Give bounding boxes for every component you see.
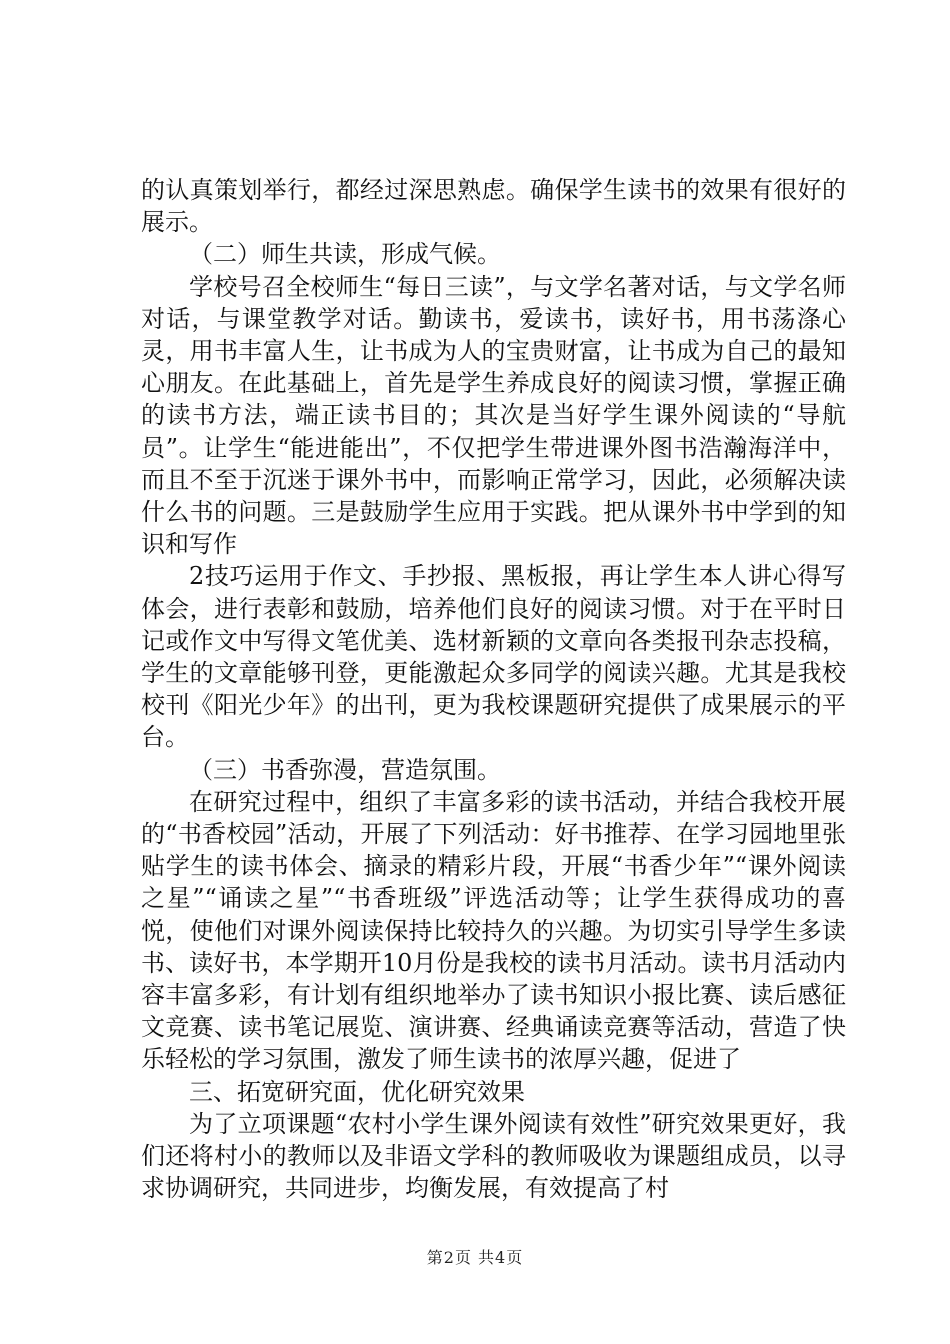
paragraph-4: 2技巧运用于作文、手抄报、黑板报，再让学生本人讲心得写体会，进行表彰和鼓励，培养他们良好的阅读习惯。对于在平时日记或作文中写得文笔优美、选材新颖的文章向各类报刊杂志投稿，学生的文章能够刊登，更能激起众多同学的阅读兴趣。尤其是我校校刊《阳光少年》的出刊，更为我校课题研究提供了成果展示的平台。 (141, 562, 846, 752)
document-body (141, 174, 846, 1205)
section-heading-2: （二）师生共读，形成气候。 (189, 240, 501, 269)
paragraph-3: 学校号召全校师生“每日三读”，与文学名著对话，与文学名师对话，与课堂教学对话。勤读书，爱读书，读好书，用书荡涤心灵，用书丰富人生，让书成为人的宝贵财富，让书成为自己的最知心朋友。在此基础上，首先是学生养成良好的阅读习惯，掌握正确的读书方法，端正读书目的；其次是当好学生课外阅读的“导航员”。让学生“能进能出”，不仅把学生带进课外图书浩瀚海洋中，而且不至于沉迷于课外书中，而影响正常学习，因此，必须解决读什么书的问题。三是鼓励学生应用于实践。把从课外书中学到的知识和写作 (141, 272, 846, 559)
paragraph-1: 的认真策划举行，都经过深思熟虑。确保学生读书的效果有很好的展示。 (141, 176, 846, 237)
section-heading-3: （三）书香弥漫，营造氛围。 (189, 755, 501, 784)
page-footer: 第2页 共4页 (426, 1248, 524, 1267)
paragraph-8: 为了立项课题“农村小学生课外阅读有效性”研究效果更好，我们还将村小的教师以及非语文学科的教师吸收为课题组成员，以寻求协调研究，共同进步，均衡发展，有效提高了村 (141, 1109, 846, 1203)
section-heading-three: 三、拓宽研究面，优化研究效果 (189, 1077, 525, 1106)
paragraph-6: 在研究过程中，组织了丰富多彩的读书活动，并结合我校开展的“书香校园”活动，开展了下列活动：好书推荐、在学习园地里张贴学生的读书体会、摘录的精彩片段，开展“书香少年”“课外阅读之星”“诵读之星”“书香班级”评选活动等；让学生获得成功的喜悦，使他们对课外阅读保持比较持久的兴趣。为切实引导学生多读书、读好书，本学期开10月份是我校的读书月活动。读书月活动内容丰富多彩，有计划有组织地举办了读书知识小报比赛、读后感征文竞赛、读书笔记展览、演讲赛、经典诵读竞赛等活动，营造了快乐轻松的学习氛围，激发了师生读书的浓厚兴趣，促进了 (141, 787, 846, 1074)
